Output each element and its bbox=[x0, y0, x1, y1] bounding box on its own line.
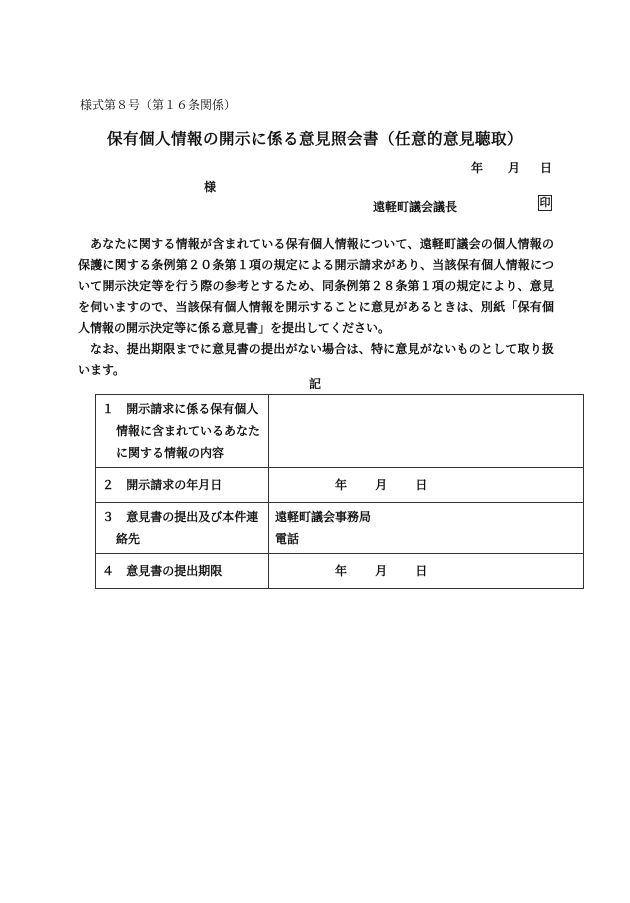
row1-label-line1: 開示請求に係る保有個人 bbox=[126, 402, 259, 416]
row4-label-cell bbox=[96, 554, 269, 589]
document-title: 保有個人情報の開示に係る意見照会書（任意的意見聴取） bbox=[106, 130, 523, 148]
date-day-label: 日 bbox=[540, 161, 553, 175]
addressee-suffix: 様 bbox=[204, 180, 217, 194]
row1-number: １ bbox=[102, 402, 115, 416]
row3-value-cell bbox=[269, 503, 584, 554]
form-number: 様式第８号（第１６条関係） bbox=[80, 98, 237, 112]
row2-day: 日 bbox=[415, 478, 428, 492]
seal-mark: 印 bbox=[539, 196, 551, 209]
row1-label-line2: 情報に含まれているあなた bbox=[116, 424, 261, 438]
row2-label: 開示請求の年月日 bbox=[126, 478, 223, 492]
row2-month: 月 bbox=[375, 478, 388, 492]
row2-year: 年 bbox=[335, 478, 348, 492]
row3-value-line1: 遠軽町議会事務局 bbox=[275, 510, 372, 524]
table-row bbox=[96, 395, 584, 468]
row3-label-line2: 絡先 bbox=[116, 532, 141, 546]
row1-value-cell bbox=[269, 395, 584, 468]
row1-label-line3: に関する情報の内容 bbox=[116, 446, 225, 460]
row3-value-line2: 電話 bbox=[275, 532, 300, 546]
body-text bbox=[78, 234, 554, 381]
row3-number: ３ bbox=[102, 510, 115, 524]
row2-value-cell bbox=[269, 468, 584, 503]
ki-heading: 記 bbox=[308, 377, 321, 391]
row4-value-cell bbox=[269, 554, 584, 589]
date-month-label: 月 bbox=[508, 161, 521, 175]
table-row bbox=[96, 468, 584, 503]
row3-label-cell bbox=[96, 503, 269, 554]
row4-year: 年 bbox=[335, 564, 348, 578]
info-table bbox=[95, 394, 584, 589]
body-paragraph-2: なお、提出期限までに意見書の提出がない場合は、特に意見がないものとして取り扱います。 bbox=[78, 342, 554, 377]
date-year-label: 年 bbox=[471, 161, 484, 175]
table-row bbox=[96, 503, 584, 554]
body-paragraph-1: あなたに関する情報が含まれている保有個人情報について、遠軽町議会の個人情報の保護に関する条例第２０条第１項の規定による開示請求があり、当該保有個人情報について開示決定等を行う際の参考とするため、同条例第２８条第１項の規定により、意見を伺いますので、当該保有個人情報を開示することに意見があるときは、別紙「保有個人情報の開示決定等に係る意見書」を提出してください。 bbox=[78, 237, 554, 335]
table-row bbox=[96, 554, 584, 589]
row1-label-cell bbox=[96, 395, 269, 468]
sender-name: 遠軽町議会議長 bbox=[373, 200, 458, 214]
row3-label-line1: 意見書の提出及び本件連 bbox=[126, 510, 259, 524]
row4-month: 月 bbox=[375, 564, 388, 578]
row2-number: ２ bbox=[102, 478, 115, 492]
row4-label: 意見書の提出期限 bbox=[126, 564, 223, 578]
row4-number: ４ bbox=[102, 564, 115, 578]
row2-label-cell bbox=[96, 468, 269, 503]
row4-day: 日 bbox=[415, 564, 428, 578]
